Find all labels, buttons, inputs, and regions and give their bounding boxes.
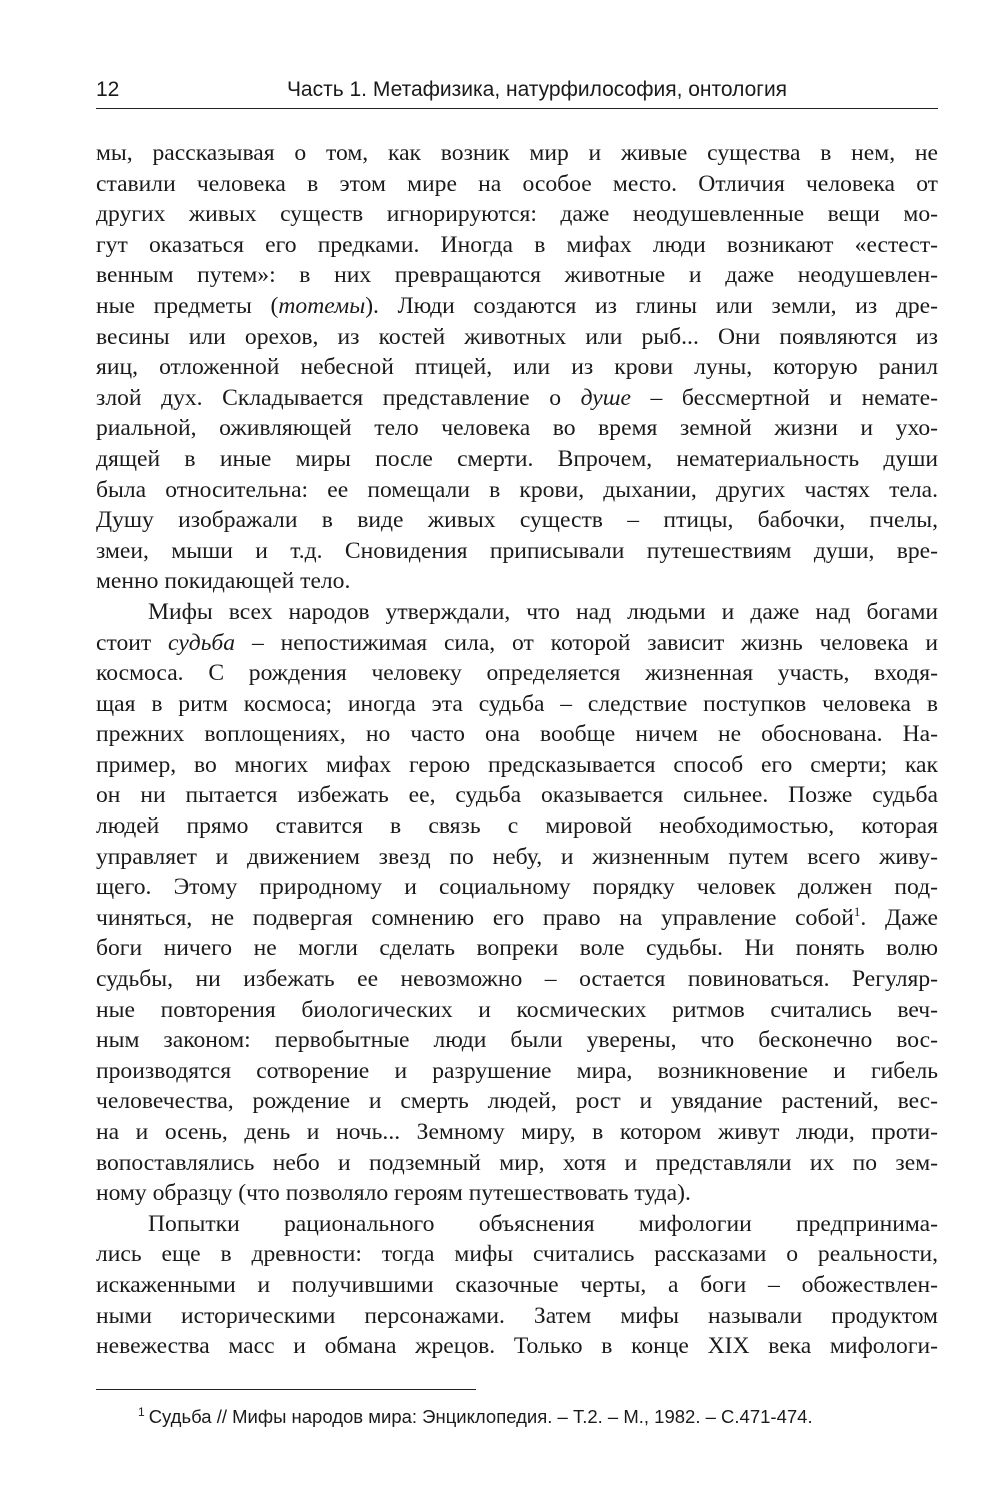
paragraph-1 [96,138,938,597]
text-line [96,383,938,414]
text-line: венным путем»: в них превращаются животные и даже неодушевлен- [96,262,938,289]
text-line [96,291,938,322]
text-line: космоса. С рождения человеку определяется жизненная участь, входя- [96,660,938,687]
text-line: Душу изображали в виде живых существ – птицы, бабочки, пчелы, [96,507,938,534]
text-line: людей прямо ставится в связь с мировой необходимостью, которая [96,813,938,840]
text-line: ные повторения биологических и космических ритмов считались веч- [96,996,938,1023]
text-run: чиняться, не подвергая сомнению его право на управление собой [96,904,854,931]
text-run: . Даже [860,904,938,931]
paragraph-3 [96,1209,938,1362]
text-line: он ни пытается избежать ее, судьба оказывается сильнее. Позже судьба [96,782,938,809]
page-number: 12 [96,78,120,101]
text-run: – непостижимая сила, от которой зависит жизнь человека и [235,629,938,656]
text-line: человечества, рождение и смерть людей, рост и увядание растений, вес- [96,1088,938,1115]
text-line [96,903,938,934]
text-line: щая в ритм космоса; иногда эта судьба – следствие поступков человека в [96,690,938,717]
text-line: Мифы всех народов утверждали, что над людьми и даже над богами [148,598,938,625]
italic-term-sudba: судьба [168,629,236,656]
body-text [96,138,938,1362]
text-line: щего. Этому природному и социальному порядку человек должен под- [96,874,938,901]
footnote-divider [96,1389,476,1390]
text-line [96,628,938,659]
text-line: производятся сотворение и разрушение мира, возникновение и гибель [96,1057,938,1084]
text-line: дящей в иные миры после смерти. Впрочем, нематериальность души [96,445,938,472]
text-run: злой дух. Складывается представление о [96,384,581,411]
text-line: ставили человека в этом мире на особое место. Отличия человека от [96,170,938,197]
text-line: была относительна: ее помещали в крови, дыхании, других частях тела. [96,476,938,503]
italic-term-totemy: тотемы [278,292,366,319]
footnote-marker: 1 [138,1405,145,1419]
text-line: прежних воплощениях, но часто она вообще ничем не обоснована. На- [96,721,938,748]
text-line: боги ничего не могли сделать вопреки воле судьбы. Ни понять волю [96,935,938,962]
text-line: невежества масс и обмана жрецов. Только в конце XIX века мифологи- [96,1333,938,1360]
text-run: стоит [96,629,169,656]
italic-term-dushe: душе [580,384,631,411]
text-line: ному образцу (что позволяло героям путешествовать туда). [96,1180,691,1207]
text-line: яиц, отложенной небесной птицей, или из крови луны, которую ранил [96,354,938,381]
footnote [138,1404,938,1430]
text-line: вопоставлялись небо и подземный мир, хотя и представляли их по зем- [96,1149,938,1176]
text-line: Попытки рационального объяснения мифологии предпринима- [148,1210,938,1237]
text-line: весины или орехов, из костей животных или рыб... Они появляются из [96,323,938,350]
text-line: на и осень, день и ночь... Земному миру, в котором живут люди, проти- [96,1119,938,1145]
text-run: ные предметы ( [96,292,279,319]
running-title: Часть 1. Метафизика, натурфилософия, онтология [286,78,788,101]
text-run: – бессмертной и немате- [630,384,938,411]
text-line: ным законом: первобытные люди были уверены, что бесконечно вос- [96,1027,938,1054]
paragraph-2 [96,597,938,1209]
text-line: лись еще в древности: тогда мифы считались рассказами о реальности, [96,1241,938,1268]
footnote-reference[interactable]: 1 [853,903,861,919]
text-line: судьбы, ни избежать ее невозможно – остается повиноваться. Регуляр- [96,966,938,993]
text-line: ными историческими персонажами. Затем мифы называли продуктом [96,1302,938,1329]
text-line: управляет и движением звезд по небу, и жизненным путем всего живу- [96,843,938,870]
text-line: риальной, оживляющей тело человека во время земной жизни и ухо- [96,415,938,442]
text-line: змеи, мыши и т.д. Сновидения приписывали путешествиям души, вре- [96,537,938,564]
text-line: менно покидающей тело. [96,568,351,595]
running-head [96,72,938,109]
text-line: других живых существ игнорируются: даже неодушевленные вещи мо- [96,201,938,228]
text-line: мы, рассказывая о том, как возник мир и живые существа в нем, не [96,140,938,166]
text-run: ). Люди создаются из глины или земли, из дре- [365,292,938,319]
footnote-text: Судьба // Мифы народов мира: Энциклопедия. – Т.2. – М., 1982. – С.471-474. [148,1406,813,1427]
text-line: искаженными и получившими сказочные черты, а боги – обожествлен- [96,1271,938,1298]
text-line: пример, во многих мифах герою предсказывается способ его смерти; как [96,751,938,778]
text-line: гут оказаться его предками. Иногда в мифах люди возникают «естест- [96,231,938,258]
